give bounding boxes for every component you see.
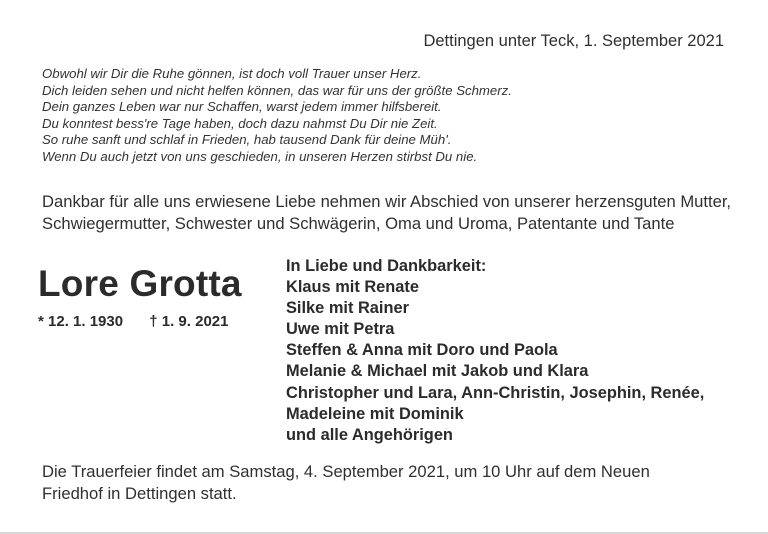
mourner-line: Madeleine mit Dominik bbox=[286, 404, 464, 423]
life-dates bbox=[38, 313, 228, 330]
poem-line: Du konntest bess're Tage haben, doch dazu nahmst Du Dir nie Zeit. bbox=[42, 115, 438, 131]
birth-date: * 12. 1. 1930 bbox=[38, 313, 124, 330]
poem-line: Wenn Du auch jetzt von uns geschieden, in unseren Herzen stirbst Du nie. bbox=[42, 148, 478, 164]
poem-line: So ruhe sanft und schlaf in Frieden, hab tausend Dank für deine Müh'. bbox=[42, 132, 452, 148]
mourner-line: Uwe mit Petra bbox=[286, 320, 395, 339]
service-line: Friedhof in Dettingen statt. bbox=[42, 484, 237, 503]
intro-line: Schwiegermutter, Schwester und Schwägerin, Oma und Uroma, Patentante und Tante bbox=[42, 214, 675, 233]
poem bbox=[42, 66, 742, 166]
mourner-line: Silke mit Rainer bbox=[286, 299, 409, 318]
place-date: Dettingen unter Teck, 1. September 2021 bbox=[423, 32, 724, 50]
mourner-line: und alle Angehörigen bbox=[286, 425, 453, 444]
mourner-line: Melanie & Michael mit Jakob und Klara bbox=[286, 362, 589, 381]
mourner-line: Christopher und Lara, Ann-Christin, Josephin, Renée, bbox=[286, 383, 705, 402]
deceased-name: Lore Grotta bbox=[38, 263, 242, 304]
funeral-service-info bbox=[42, 461, 742, 505]
mourners-list bbox=[286, 256, 746, 446]
mourner-line: Klaus mit Renate bbox=[286, 278, 419, 297]
death-date: † 1. 9. 2021 bbox=[149, 313, 229, 330]
mourner-line: Steffen & Anna mit Doro und Paola bbox=[286, 341, 558, 360]
poem-line: Dich leiden sehen und nicht helfen können, das war für uns der größte Schmerz. bbox=[42, 82, 512, 98]
service-line: Die Trauerfeier findet am Samstag, 4. September 2021, um 10 Uhr auf dem Neuen bbox=[42, 462, 650, 481]
poem-line: Dein ganzes Leben war nur Schaffen, warst jedem immer hilfsbereit. bbox=[42, 99, 442, 115]
intro-text bbox=[42, 191, 742, 235]
intro-line: Dankbar für alle uns erwiesene Liebe nehmen wir Abschied von unserer herzensguten Mutter, bbox=[42, 192, 732, 211]
poem-line: Obwohl wir Dir die Ruhe gönnen, ist doch voll Trauer unser Herz. bbox=[42, 66, 422, 81]
mourners-heading: In Liebe und Dankbarkeit: bbox=[286, 257, 487, 275]
